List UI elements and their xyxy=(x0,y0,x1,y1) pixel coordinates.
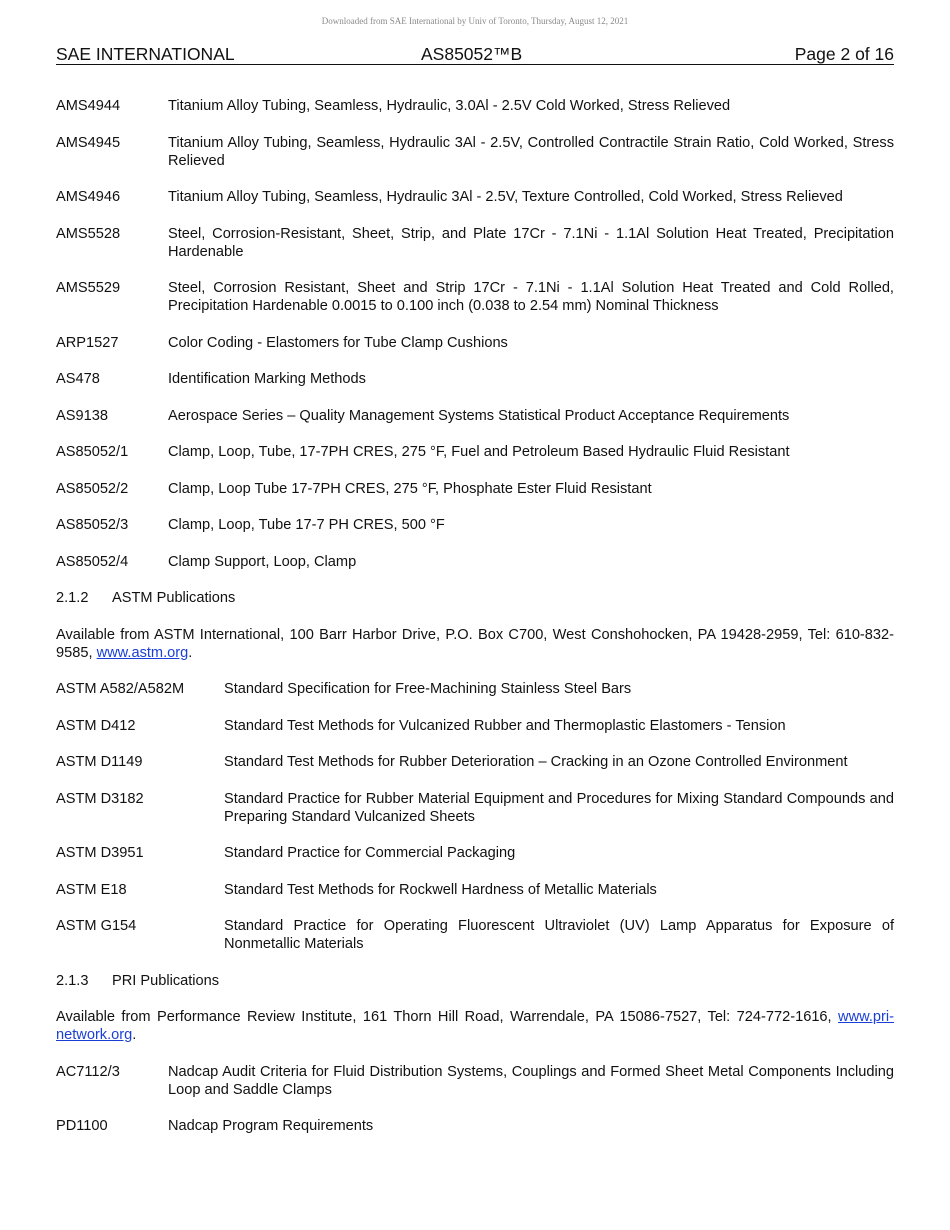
reference-code: AS85052/1 xyxy=(56,444,129,460)
reference-title: Identification Marking Methods xyxy=(168,371,366,387)
pri-website-link[interactable]: www.pri-network.org xyxy=(56,1009,894,1043)
section-number: 2.1.3 xyxy=(56,972,89,989)
section-title: PRI Publications xyxy=(112,972,220,989)
reference-entry xyxy=(56,279,894,315)
reference-title: Clamp, Loop, Tube, 17-7PH CRES, 275 °F, Fuel and Petroleum Based Hydraulic Fluid Resistant xyxy=(168,444,790,460)
reference-entry xyxy=(56,553,894,571)
reference-entry xyxy=(56,225,894,261)
page-header xyxy=(56,44,894,65)
availability-text: Available from Performance Review Institute, 161 Thorn Hill Road, Warrendale, PA 15086-7527, Tel: 724-772-1616, xyxy=(56,1009,832,1025)
reference-code: ASTM D1149 xyxy=(56,754,143,770)
reference-code: PD1100 xyxy=(56,1118,108,1134)
document-body xyxy=(56,97,894,1154)
reference-code: ASTM D3951 xyxy=(56,845,144,861)
reference-title: Titanium Alloy Tubing, Seamless, Hydraulic, 3.0Al - 2.5V Cold Worked, Stress Relieved xyxy=(168,98,731,114)
reference-title: Standard Test Methods for Rubber Deterioration – Cracking in an Ozone Controlled Environment xyxy=(224,754,848,770)
header-page-number: Page 2 of 16 xyxy=(794,44,894,64)
header-organization: SAE INTERNATIONAL xyxy=(56,44,235,64)
astm-availability-paragraph: Available from ASTM International, 100 Barr Harbor Drive, P.O. Box C700, West Conshohocken, PA 19428-2959, Tel: 610-832-9585, www.astm.org. xyxy=(56,626,894,661)
reference-title: Nadcap Program Requirements xyxy=(168,1118,374,1134)
reference-title: Color Coding - Elastomers for Tube Clamp Cushions xyxy=(168,334,508,351)
section-number: 2.1.2 xyxy=(56,590,89,606)
reference-entry xyxy=(56,516,894,534)
reference-entry xyxy=(56,188,894,206)
reference-entry xyxy=(56,753,894,771)
reference-entry xyxy=(56,443,894,461)
download-note: Downloaded from SAE International by Univ of Toronto, Thursday, August 12, 2021 xyxy=(321,16,629,26)
reference-code: AS85052/2 xyxy=(56,480,129,497)
reference-title: Standard Test Methods for Vulcanized Rubber and Thermoplastic Elastomers - Tension xyxy=(224,717,786,734)
reference-title: Clamp, Loop, Tube 17-7 PH CRES, 500 °F xyxy=(168,517,445,533)
reference-code: ASTM G154 xyxy=(56,918,137,934)
reference-entry xyxy=(56,717,894,735)
pri-availability-paragraph: Available from Performance Review Institute, 161 Thorn Hill Road, Warrendale, PA 15086-7527, Tel: 724-772-1616, www.pri-network.org. xyxy=(56,1009,894,1043)
reference-entry xyxy=(56,480,894,498)
reference-code: ASTM A582/A582M xyxy=(56,681,185,697)
reference-code: AMS5529 xyxy=(56,280,121,296)
reference-entry xyxy=(56,680,894,698)
reference-entry xyxy=(56,790,894,826)
reference-code: AS85052/3 xyxy=(56,517,129,533)
reference-title: Titanium Alloy Tubing, Seamless, Hydraulic 3Al - 2.5V, Controlled Contractile Strain Ratio, Cold Worked, Stress Relieved xyxy=(168,134,894,169)
availability-text: Available from ASTM International, 100 Barr Harbor Drive, P.O. Box C700, West Conshohocken, PA 19428-2959, Tel: 610-832-9585, xyxy=(56,626,894,661)
header-document-number: AS85052™B xyxy=(421,44,523,64)
reference-title: Standard Practice for Operating Fluorescent Ultraviolet (UV) Lamp Apparatus for Exposure of Nonmetallic Materials xyxy=(224,918,894,952)
reference-code: ARP1527 xyxy=(56,334,119,351)
reference-code: ASTM E18 xyxy=(56,881,127,898)
reference-title: Steel, Corrosion-Resistant, Sheet, Strip, and Plate 17Cr - 7.1Ni - 1.1Al Solution Heat Treated, Precipitation Hardenable xyxy=(168,225,894,260)
reference-title: Standard Specification for Free-Machining Stainless Steel Bars xyxy=(224,681,632,697)
reference-entry xyxy=(56,370,894,388)
section-heading-astm xyxy=(56,589,894,607)
reference-title: Standard Practice for Rubber Material Equipment and Procedures for Mixing Standard Compounds and Preparing Standard Vulcanized Sheets xyxy=(224,790,894,825)
reference-code: AS9138 xyxy=(56,407,108,424)
reference-entry xyxy=(56,1063,894,1099)
reference-entry xyxy=(56,334,894,352)
reference-code: ASTM D3182 xyxy=(56,790,144,807)
astm-website-link[interactable]: www.astm.org xyxy=(96,644,189,661)
pri-reference-list xyxy=(56,1063,894,1136)
reference-title: Standard Test Methods for Rockwell Hardness of Metallic Materials xyxy=(224,881,657,898)
reference-entry xyxy=(56,407,894,425)
reference-title: Nadcap Audit Criteria for Fluid Distribution Systems, Couplings and Formed Sheet Metal Components Including Loop and Saddle Clamps xyxy=(168,1063,894,1098)
reference-code: AS85052/4 xyxy=(56,553,129,570)
reference-title: Steel, Corrosion Resistant, Sheet and Strip 17Cr - 7.1Ni - 1.1Al Solution Heat Treated and Cold Rolled, Precipitation Hardenable 0.0015 to 0.100 inch (0.038 to 2.54 mm) Nominal Thickness xyxy=(168,280,894,314)
section-heading-pri xyxy=(56,972,894,990)
reference-code: AMS4944 xyxy=(56,98,121,114)
reference-entry xyxy=(56,881,894,899)
reference-entry xyxy=(56,97,894,115)
reference-title: Titanium Alloy Tubing, Seamless, Hydraulic 3Al - 2.5V, Texture Controlled, Cold Worked, Stress Relieved xyxy=(168,189,843,205)
sae-reference-list xyxy=(56,97,894,571)
reference-code: AMS4945 xyxy=(56,134,121,151)
reference-entry xyxy=(56,917,894,953)
reference-code: AS478 xyxy=(56,371,100,387)
reference-title: Standard Practice for Commercial Packaging xyxy=(224,845,516,861)
reference-code: AC7112/3 xyxy=(56,1063,120,1080)
reference-code: AMS4946 xyxy=(56,189,121,205)
reference-entry xyxy=(56,134,894,170)
reference-title: Clamp Support, Loop, Clamp xyxy=(168,553,357,570)
reference-code: AMS5528 xyxy=(56,225,121,242)
reference-title: Aerospace Series – Quality Management Systems Statistical Product Acceptance Requirements xyxy=(168,407,790,424)
reference-title: Clamp, Loop Tube 17-7PH CRES, 275 °F, Phosphate Ester Fluid Resistant xyxy=(168,480,652,497)
section-title: ASTM Publications xyxy=(112,590,236,606)
reference-code: ASTM D412 xyxy=(56,717,136,734)
reference-entry xyxy=(56,844,894,862)
reference-entry xyxy=(56,1117,894,1135)
astm-reference-list xyxy=(56,680,894,953)
